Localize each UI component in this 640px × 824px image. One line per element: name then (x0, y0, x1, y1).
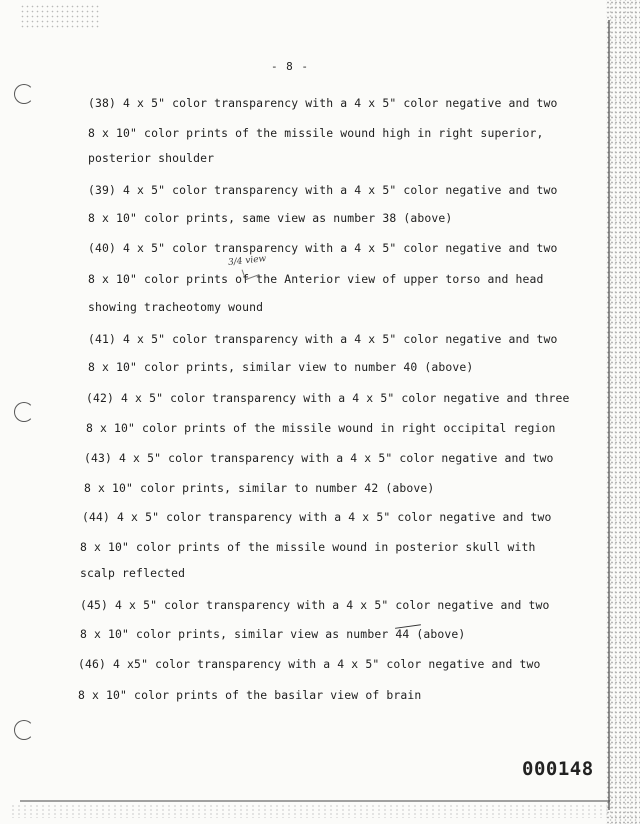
document-line: (43) 4 x 5" color transparency with a 4 x 5" color negative and two (84, 451, 554, 465)
document-line: (40) 4 x 5" color transparency with a 4 x 5" color negative and two (88, 241, 558, 255)
document-line: 8 x 10" color prints of the missile wound high in right superior, (88, 126, 544, 140)
document-line: (39) 4 x 5" color transparency with a 4 x 5" color negative and two (88, 183, 558, 197)
document-line: 8 x 10" color prints of the missile wound in posterior skull with (80, 540, 536, 554)
document-control-number: 000148 (522, 758, 594, 780)
document-line: (44) 4 x 5" color transparency with a 4 x 5" color negative and two (82, 510, 552, 524)
document-line: posterior shoulder (88, 151, 215, 165)
punch-hole-icon (14, 402, 34, 422)
document-line: 8 x 10" color prints, similar view to number 40 (above) (88, 360, 474, 374)
document-line: 8 x 10" color prints of the basilar view of brain (78, 688, 422, 702)
document-line: (38) 4 x 5" color transparency with a 4 x 5" color negative and two (88, 96, 558, 110)
document-line: scalp reflected (80, 566, 186, 580)
page-edge-line (608, 20, 610, 810)
document-line: 8 x 10" color prints of the Anterior view of upper torso and head (88, 272, 544, 286)
document-line: 8 x 10" color prints, same view as number 38 (above) (88, 211, 453, 225)
document-line: (41) 4 x 5" color transparency with a 4 x 5" color negative and two (88, 332, 558, 346)
document-line: 8 x 10" color prints of the missile wound in right occipital region (86, 421, 556, 435)
document-line: (42) 4 x 5" color transparency with a 4 x 5" color negative and three (86, 391, 570, 405)
page-bottom-edge-line (20, 800, 610, 802)
document-line: showing tracheotomy wound (88, 300, 264, 314)
copy-noise-right-edge (606, 0, 640, 824)
copy-noise-bottom (10, 804, 610, 818)
page-number: - 8 - (270, 60, 310, 73)
handwritten-annotation: 3/4 view (227, 254, 267, 268)
copy-noise-top (20, 4, 100, 28)
document-line: (46) 4 x5" color transparency with a 4 x 5" color negative and two (78, 657, 541, 671)
punch-hole-icon (14, 84, 34, 104)
document-line: 8 x 10" color prints, similar view as number 44 (above) (80, 627, 466, 641)
document-line: (45) 4 x 5" color transparency with a 4 x 5" color negative and two (80, 598, 550, 612)
punch-hole-icon (14, 720, 34, 740)
document-line: 8 x 10" color prints, similar to number 42 (above) (84, 481, 435, 495)
